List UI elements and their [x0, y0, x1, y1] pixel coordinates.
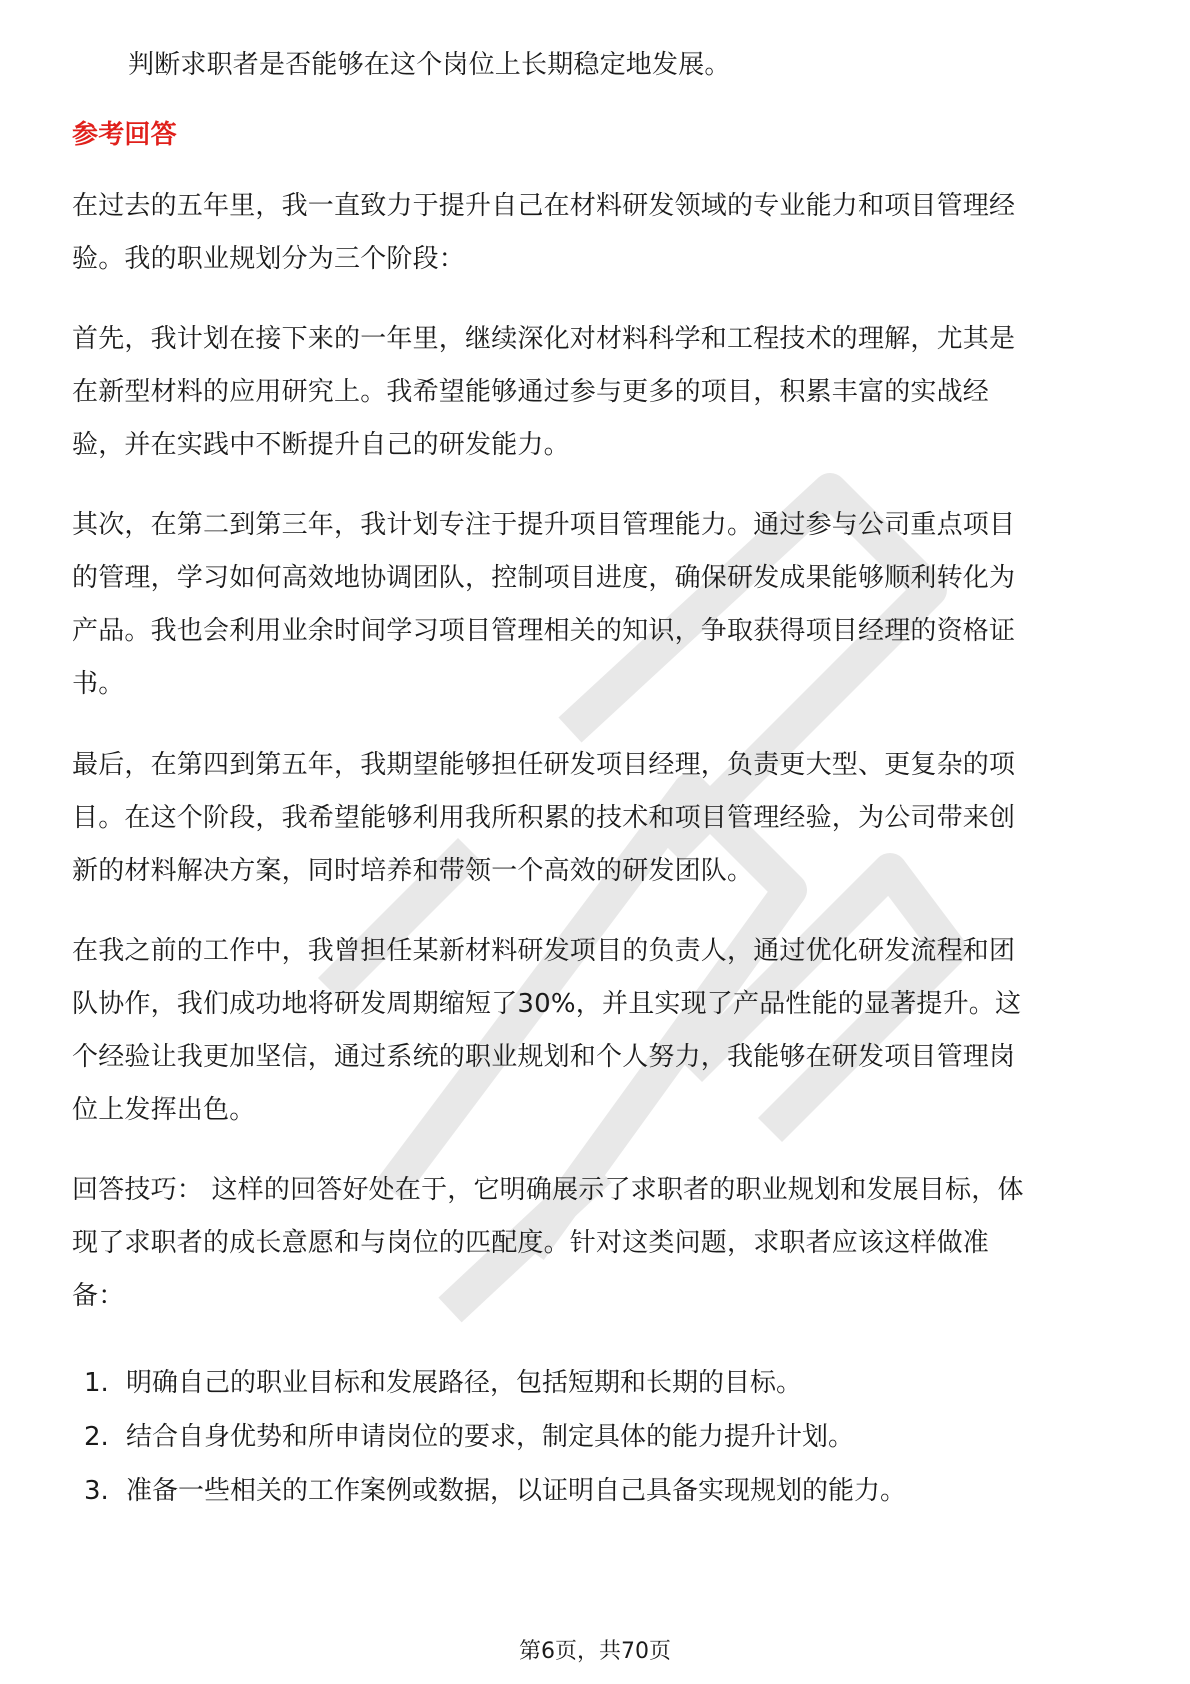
paragraph-5-line-4: 位上发挥出色。	[72, 1095, 256, 1125]
paragraph-4-line-3: 新的材料解决方案，同时培养和带领一个高效的研发团队。	[72, 856, 754, 886]
paragraph-1-line-1: 在过去的五年里，我一直致力于提升自己在材料研发领域的专业能力和项目管理经	[72, 191, 1016, 221]
paragraph-1-line-2: 验。我的职业规划分为三个阶段：	[72, 244, 466, 274]
paragraph-4-line-2: 目。在这个阶段，我希望能够利用我所积累的技术和项目管理经验，为公司带来创	[72, 803, 1016, 833]
list-number: 3.	[84, 1476, 109, 1506]
paragraph-4-line-1: 最后，在第四到第五年，我期望能够担任研发项目经理，负责更大型、更复杂的项	[72, 750, 1016, 780]
list-number: 2.	[84, 1422, 109, 1452]
paragraph-5-line-2: 队协作，我们成功地将研发周期缩短了30%，并且实现了产品性能的显著提升。这	[72, 989, 1022, 1019]
paragraph-3-line-4: 书。	[72, 669, 125, 699]
paragraph-3-line-2: 的管理，学习如何高效地协调团队，控制项目进度，确保研发成果能够顺利转化为	[72, 563, 1016, 593]
paragraph-2-line-1: 首先，我计划在接下来的一年里，继续深化对材料科学和工程技术的理解，尤其是	[72, 324, 1016, 354]
list-text: 明确自己的职业目标和发展路径，包括短期和长期的目标。	[126, 1368, 803, 1398]
paragraph-3-line-1: 其次，在第二到第三年，我计划专注于提升项目管理能力。通过参与公司重点项目	[72, 510, 1016, 540]
paragraph-2-line-3: 验，并在实践中不断提升自己的研发能力。	[72, 430, 570, 460]
list-text: 结合自身优势和所申请岗位的要求，制定具体的能力提升计划。	[126, 1422, 855, 1452]
tips-line-3: 备：	[72, 1281, 125, 1311]
section-heading: 参考回答	[72, 120, 177, 150]
tips-line-2: 现了求职者的成长意愿和与岗位的匹配度。针对这类问题，求职者应该这样做准	[72, 1228, 990, 1258]
paragraph-5-line-1: 在我之前的工作中，我曾担任某新材料研发项目的负责人，通过优化研发流程和团	[72, 936, 1016, 966]
list-text: 准备一些相关的工作案例或数据，以证明自己具备实现规划的能力。	[126, 1476, 907, 1506]
paragraph-5-line-3: 个经验让我更加坚信，通过系统的职业规划和个人努力，我能够在研发项目管理岗	[72, 1042, 1016, 1072]
paragraph-3-line-3: 产品。我也会利用业余时间学习项目管理相关的知识，争取获得项目经理的资格证	[72, 616, 1016, 646]
intro-tail: 判断求职者是否能够在这个岗位上长期稳定地发展。	[128, 50, 731, 80]
paragraph-2-line-2: 在新型材料的应用研究上。我希望能够通过参与更多的项目，积累丰富的实战经	[72, 377, 990, 407]
tips-line-1: 回答技巧： 这样的回答好处在于，它明确展示了求职者的职业规划和发展目标，体	[72, 1175, 1024, 1205]
page-footer: 第6页，共70页	[519, 1639, 671, 1664]
list-number: 1.	[84, 1368, 109, 1398]
